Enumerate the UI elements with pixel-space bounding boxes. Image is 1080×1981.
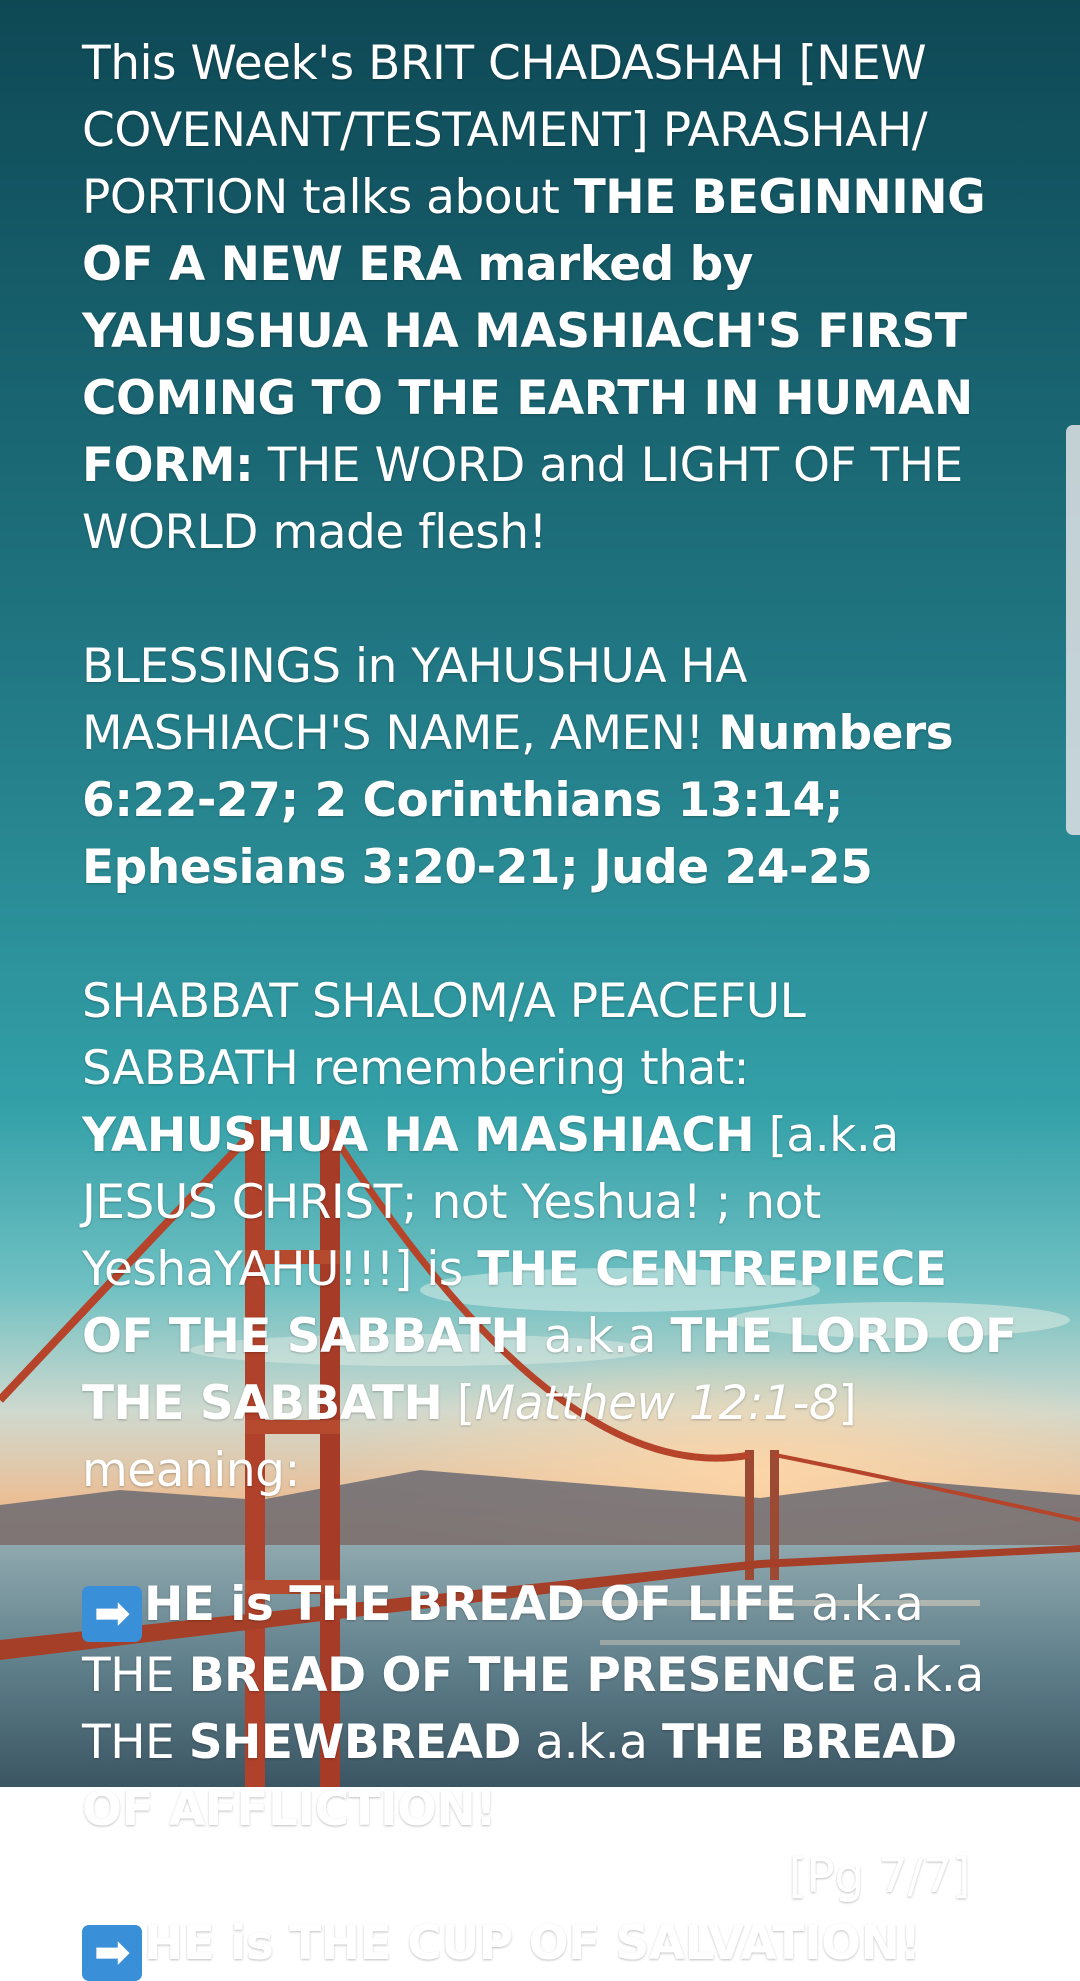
bread-aka-1: a.k.a THE	[82, 1577, 924, 1703]
shabbat-text: SHABBAT SHALOM/A PEACEFUL SABBATH remembering that:	[82, 974, 806, 1096]
bread-of-life-bold: HE is THE BREAD OF LIFE	[144, 1577, 797, 1632]
bread-presence-bold: BREAD OF THE PRESENCE	[188, 1648, 857, 1703]
shabbat-aka-2: a.k.a	[529, 1309, 671, 1364]
bread-affliction-bold: THE BREAD OF AFFLICTION!	[82, 1715, 957, 1837]
shabbat-lord-bold: THE LORD OF THE SABBATH	[82, 1309, 1017, 1431]
paragraph-intro	[82, 30, 1022, 566]
shewbread-bold: SHEWBREAD	[188, 1715, 521, 1770]
shabbat-centrepiece-bold: THE CENTREPIECE OF THE SABBATH	[82, 1242, 947, 1364]
right-arrow-icon: ➡	[82, 1586, 142, 1642]
paragraph-shabbat	[82, 968, 1022, 1504]
paragraph-blessings	[82, 633, 1022, 901]
cup-of-salvation-bold: HE is THE CUP OF SALVATION!	[144, 1916, 921, 1971]
blessings-references: Numbers 6:22-27; 2 Corinthians 13:14; Ephesians 3:20-21; Jude 24-25	[82, 706, 954, 895]
shabbat-aka-text: [a.k.a JESUS CHRIST; not Yeshua! ; not YeshaYAHU!!!] is	[82, 1108, 899, 1297]
intro-bold-text: THE BEGINNING OF A NEW ERA marked by YAHUSHUA HA MASHIACH'S FIRST COMING TO THE EARTH IN HUMAN FORM:	[82, 170, 986, 493]
shabbat-bracket-open: [	[442, 1376, 475, 1431]
blessings-text: BLESSINGS in YAHUSHUA HA MASHIACH'S NAME, AMEN!	[82, 639, 747, 761]
page-indicator: [Pg 7/7]	[788, 1849, 970, 1904]
shabbat-meaning-text: ] meaning:	[82, 1376, 857, 1498]
intro-text: This Week's BRIT CHADASHAH [NEW COVENANT/TESTAMENT] PARASHAH/ PORTION talks about	[82, 36, 928, 225]
bread-aka-3: a.k.a	[520, 1715, 662, 1770]
bread-aka-2: a.k.a THE	[82, 1648, 984, 1770]
shabbat-name-bold: YAHUSHUA HA MASHIACH	[82, 1108, 755, 1163]
intro-tail-text: THE WORD and LIGHT OF THE WORLD made flesh!	[82, 438, 963, 560]
paragraph-cup	[82, 1910, 1022, 1981]
right-arrow-icon: ➡	[82, 1925, 142, 1981]
shabbat-reference-italic: Matthew 12:1-8	[474, 1376, 839, 1431]
scrollbar[interactable]	[1066, 425, 1080, 835]
message-text	[82, 30, 1022, 1981]
paragraph-bread	[82, 1571, 1022, 1843]
